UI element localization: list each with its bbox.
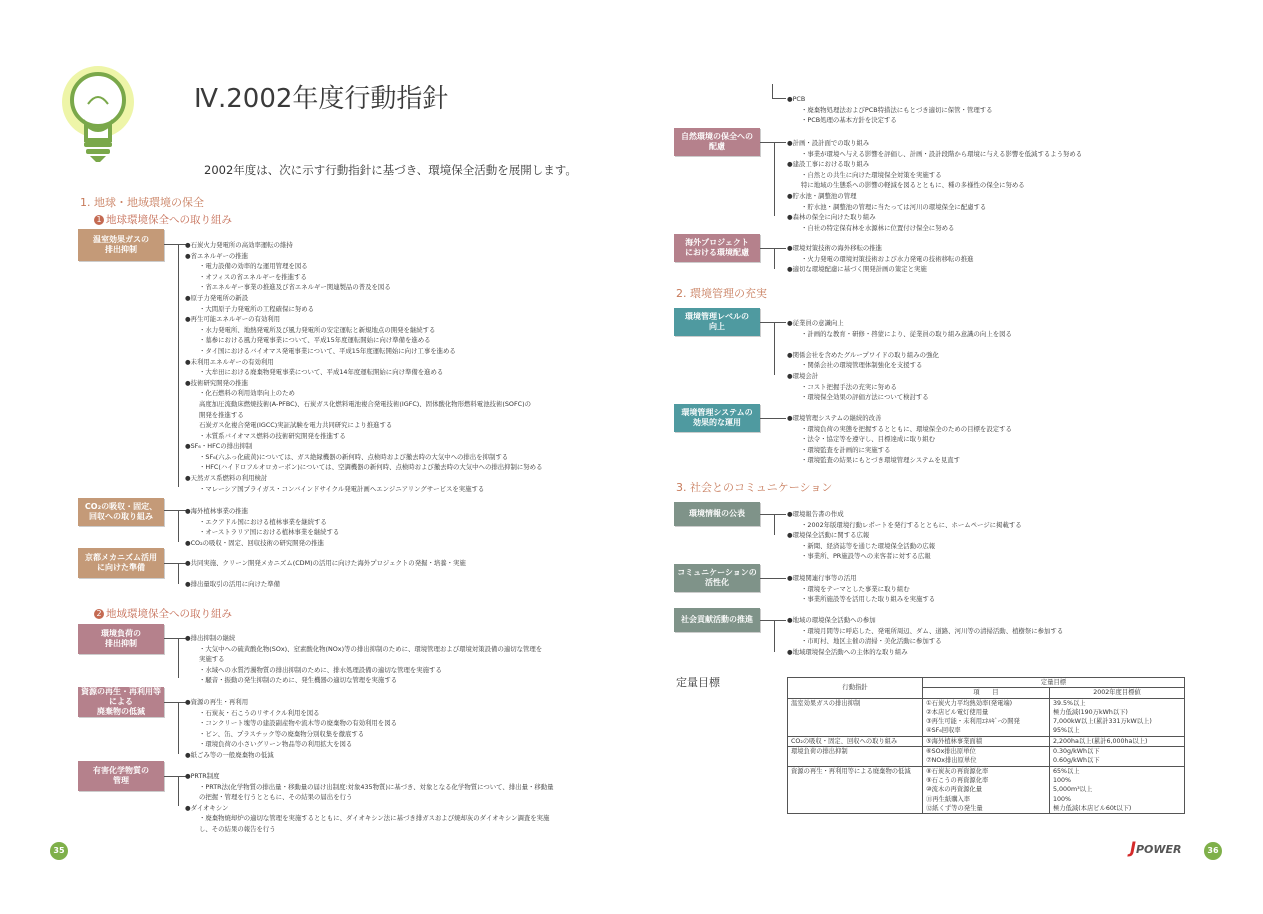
action-list-social [787,615,1063,657]
category-box-emission: 環境負荷の 排出抑制 [78,624,164,654]
cell-item: ④SF₆回収率 [926,727,961,735]
connector-line [760,418,786,419]
connector-line [774,620,775,652]
section-heading-2: 2. 環境管理の充実 [676,287,767,300]
list-item: ・計画的な教育・研修・啓蒙により、従業員の取り組み意識の向上を図る [801,329,1012,338]
connector-line [772,98,786,99]
section-heading-1: 1. 地球・地域環境の保全 [80,196,204,209]
list-item: ●適切な環境配慮に基づく開発計画の策定と実施 [787,265,927,274]
cell-values [1050,698,1185,736]
list-item: ●環境対策技術の海外移転の推進 [787,244,883,252]
list-item: ●計画・設計面での取り組み [787,139,870,147]
list-item: ●地域環境保全活動への主体的な取り組み [787,647,908,656]
cell-item: ⑪再生紙購入率 [926,795,971,803]
list-item: ●PRTR制度 [185,772,220,780]
action-list-disclosure [787,509,1022,562]
action-list-nature [787,138,1082,233]
list-item: ●資源の再生・再利用 [185,698,249,706]
list-item: ・木質系バイオマス燃料の技術研究開発を推進する [199,431,346,440]
action-list-pcb [787,94,993,126]
cell-value: 2,200ha以上(累計6,000ha以上) [1053,737,1148,745]
list-item: ・事業が環境へ与える影響を評価し、計画・設計段階から環境に与える影響を低減するよう努める [801,149,1083,158]
category-box-ems: 環境管理システムの 効果的な運用 [674,404,760,432]
list-item: ●石炭火力発電所の高効率運転の維持 [185,241,293,249]
col-header-item: 項 目 [923,688,1050,698]
list-item: ●排出量取引の活用に向けた準備 [185,580,281,589]
list-item: ・環境負荷の小さいグリーン物品等の利用拡大を図る [199,740,353,749]
action-list-kyoto [185,558,466,590]
intro-text: 2002年度は、次に示す行動指針に基づき、環境保全活動を展開します。 [204,163,577,177]
list-item: ●未利用エネルギーの有効利用 [185,357,274,366]
targets-heading: 定量目標 [676,676,720,689]
connector-line [760,322,786,323]
cell-value: 5,000m³以上 [1053,786,1093,794]
list-item [185,569,466,580]
list-item: 石炭ガス化複合発電(IGCC)実証試験を電力共同研究により推進する [199,421,393,430]
list-item: ・環境監査の結果にもとづき環境管理システムを見直す [801,456,960,465]
list-item: ・環境負荷の実態を把握するとともに、環境保全のための目標を設定する [801,424,1012,433]
category-box-ghg: 温室効果ガスの 排出抑制 [78,229,164,261]
list-item: ●再生可能エネルギーの有効利用 [185,315,281,324]
list-item: ・事業所施設等を活用した取り組みを実施する [801,595,936,604]
list-item: ●建設工事における取り組み [787,160,870,169]
list-item: ●共同実施、クリーン開発メカニズム(CDM)の活用に向けた海外プロジェクトの発掘・培養・実施 [185,559,466,567]
list-item: ・環境保全効果の評価方法について検討する [801,393,929,402]
list-item: ・水域への水質汚濁物質の排出抑制のために、排水処理設備の適切な管理を実施する [199,665,442,674]
list-item [787,339,1012,350]
cell-values [1050,736,1185,746]
list-item: ・火力発電の環境対策技術および水力発電の技術移転の推進 [801,254,974,263]
cell-value: 0.30g/kWh以下 [1053,748,1100,756]
connector-line [774,248,775,269]
category-box-communication: コミュニケーションの 活性化 [674,564,760,592]
list-item: ・廃棄物焼却炉の適切な管理を実施するとともに、ダイオキシン法に基づき排ガスおよび焼却灰のダイオキシン調査を実施 [199,814,550,823]
cell-value: 39.5%以上 [1053,699,1086,707]
subsection-label: 地域環境保全への取り組み [106,608,232,620]
list-item: ●省エネルギーの推進 [185,251,249,260]
connector-line [178,702,179,754]
list-item: し、その結果の報告を行う [199,824,276,833]
list-item: ●原子力発電所の新設 [185,293,249,302]
col-header-action: 行動指針 [788,678,923,699]
category-box-co2: CO₂の吸収・固定、 回収への取り組み [78,498,164,526]
cell-item: ⑩流木の再資源化量 [926,786,983,794]
section-heading-3: 3. 社会とのコミュニケーション [676,481,833,494]
list-item: ・環境監査を計画的に実施する [801,445,891,454]
cell-item: ②本店ビル電灯使用量 [926,708,989,716]
list-item: ●地域の環境保全活動への参加 [787,616,876,624]
logo-text: POWER [1135,843,1182,856]
list-item: ・オフィスの省エネルギーを推進する [199,272,307,281]
category-box-waste: 資源の再生・再利用等による 廃棄物の低減 [78,687,164,717]
list-item: ・騒音・振動の発生抑制のために、発生機器の適切な管理を実施する [199,676,398,685]
list-item: ・省エネルギー事業の推進及び省エネルギー関連製品の普及を図る [199,283,391,292]
action-list-co2 [185,506,339,548]
list-item: ●環境報告書の作成 [787,510,844,518]
list-item: ●海外植林事業の推進 [185,507,249,515]
action-list-ghg [185,240,542,494]
list-item: ●環境関連行事等の活用 [787,574,857,582]
category-box-kyoto: 京都メカニズム活用 に向けた準備 [78,548,164,578]
list-item: ●環境管理システムの継続的改善 [787,414,882,422]
table-row [788,736,1185,746]
table-header-row [788,678,1185,688]
list-item: 実施する [199,655,225,664]
connector-line [772,84,773,98]
connector-line [178,563,179,584]
page-number: 36 [1204,842,1222,860]
cell-items [923,736,1050,746]
subsection-heading-1 [94,212,232,227]
action-list-waste [185,697,397,761]
list-item: ・コンクリート塊等の建設副産物や流木等の廃棄物の有効利用を図る [199,719,397,728]
targets-table [787,677,1185,814]
list-item: ・2002年版環境行動レポートを発行するとともに、ホームページに掲載する [801,520,1022,529]
list-item: ●森林の保全に向けた取り組み [787,213,876,222]
cell-action: 資源の再生・再利用等による廃棄物の低減 [788,766,923,813]
list-item: ・SF₆(六ふっ化硫黄)については、ガス絶縁機器の新何時、点検時および撤去時の大気中への排出を抑制する [199,452,509,461]
cell-value: 100% [1053,795,1072,803]
category-box-social: 社会貢献活動の推進 [674,608,760,632]
list-item: ・新聞、経済誌等を通じた環境保全活動の広報 [801,541,936,550]
page-number: 35 [50,842,68,860]
cell-action: 温室効果ガスの排出抑制 [788,698,923,736]
list-item: ・大牟田における廃棄物発電事業について、平成14年度運転開始に向け準備を進める [199,368,444,377]
cell-item: ⑧石炭灰の再資源化率 [926,767,989,775]
list-item: ・関係会社の環境管理体制強化を支援する [801,361,923,370]
cell-values [1050,766,1185,813]
subsection-heading-2 [94,606,232,621]
list-item: ・環境をテーマとした事業に取り組む [801,584,910,593]
cell-item: ①石炭火力平均熱効率(発電端) [926,699,1013,707]
list-item: ・オーストラリア国における植林事業を継続する [199,528,340,537]
list-item: ・貯水池・調整池の管理に当たっては河川の環境保全に配慮する [801,202,987,211]
cell-values [1050,747,1185,767]
list-item: 開発を推進する [199,410,244,419]
action-list-ems [787,413,1012,466]
cell-value: 95%以上 [1053,727,1080,735]
list-item: 特に地域の生態系への影響の軽減を図るとともに、種の多様性の保全に努める [801,181,1025,190]
cell-action: CO₂の吸収・固定、回収への取り組み [788,736,923,746]
cell-value: 極力低減(本店ビル60t以下) [1053,804,1132,812]
list-item: ・廃棄物処理法およびPCB特措法にもとづき適切に保管・管理する [801,105,993,114]
action-list-chemicals [185,771,554,835]
list-item: ●排出抑制の継続 [185,634,236,642]
list-item: ・大気中への硫黄酸化物(SOx)、窒素酸化物(NOx)等の排出抑制のために、環境管理および環境対策設備の適切な管理を [199,644,543,653]
connector-line [774,322,775,375]
list-item: ・環境月間等に呼応した、発電所周辺、ダム、道路、河川等の清掃活動、植樹祭に参加する [801,626,1064,635]
list-item: ・PCB処理の基本方針を決定する [801,116,897,125]
cell-value: 100% [1053,776,1072,784]
category-box-nature: 自然環境の保全への 配慮 [674,128,760,156]
list-item: ●天然ガス系燃料の利用検討 [185,474,268,483]
list-item: ●紙ごみ等の一般廃棄物の低減 [185,750,274,759]
list-item: ・HFC(ハイドロフルオロカーボン)については、空調機器の新何時、点検時および撤去時の大気中への排出抑制に努める [199,463,543,472]
connector-line [178,244,179,487]
list-item: ●ダイオキシン [185,803,229,812]
table-row [788,747,1185,767]
subsection-label: 地球環境保全への取り組み [106,214,232,226]
list-item: ・法令・協定等を遵守し、目標達成に取り組む [801,435,936,444]
col-header-value: 2002年度目標値 [1050,688,1185,698]
list-item: ・エクアドル国における植林事業を継続する [199,517,327,526]
cell-items [923,698,1050,736]
cell-item: ③再生可能・未利用ｴﾈﾙｷﾞｰの開発 [926,718,1020,726]
category-box-chemicals: 有害化学物質の 管理 [78,761,164,791]
action-list-overseas [787,243,974,275]
table-row [788,766,1185,813]
cell-value: 極力低減(190万kWh以下) [1053,708,1128,716]
cell-item: ⑨石こうの再資源化率 [926,776,989,784]
list-item: ・ビン、缶、プラスチック等の廃棄物分別収集を徹底する [199,729,365,738]
connector-line [774,142,775,216]
cell-value: 7,000kW以上(累計331万kW以上) [1053,718,1152,726]
list-item: ・墓参における風力発電事業について、平成15年度運転開始に向け準備を進める [199,336,431,345]
cell-value: 0.60g/kWh以下 [1053,757,1100,765]
connector-line [760,620,786,621]
cell-items [923,766,1050,813]
list-item: ・PRTR法(化学物質の排出量・移動量の届け出制度:対象435物質)に基づき、対象となる化学物質について、排出量・移動量 [199,782,554,791]
connector-line [760,142,786,143]
cell-item: ⑤海外植林事業面積 [926,737,983,745]
list-item: ・自然との共生に向けた環境保全対策を実施する [801,170,942,179]
action-list-communication [787,573,935,605]
list-item: ●技術研究開発の推進 [185,378,249,387]
list-item: ・マレーシア国プライガス・コンバインドサイクル発電計画へエンジニアリングサービスを実施する [199,484,485,493]
col-header-target: 定量目標 [923,678,1185,688]
connector-line [760,248,786,249]
list-item: ・事業所、PR施設等への来客者に対する広報 [801,552,931,561]
connector-line [760,514,786,515]
connector-line [178,510,179,542]
list-item: 高度加圧流動床燃焼技術(A-PFBC)、石炭ガス化燃料電池複合発電技術(IGFC)、固体酸化物形燃料電池技術(SOFC)の [199,399,531,408]
number-badge: 1 [94,215,104,225]
cell-item: ⑥SOx排出原単位 [926,748,976,756]
cell-value: 65%以上 [1053,767,1080,775]
cell-item: ⑫紙くず等の発生量 [926,804,983,812]
cell-action: 環境負荷の排出抑制 [788,747,923,767]
list-item: ・水力発電所、地熱発電所及び風力発電所の安定運転と新規地点の開発を継続する [199,325,436,334]
connector-line [760,578,786,579]
list-item: ●SF₆・HFCの排出抑制 [185,442,253,451]
list-item: ●PCB [787,95,806,103]
list-item: ●貯水池・調整池の管理 [787,191,857,200]
list-item: ●環境保全活動に関する広報 [787,531,870,540]
list-item: ・タイ国におけるバイオマス発電事業について、平成15年度運転開始に向け工事を進める [199,346,456,355]
jpower-logo: JPOWER [1130,838,1182,857]
list-item: ・石炭灰・石こうのリサイクル利用を図る [199,708,320,717]
cell-item: ⑦NOx排出原単位 [926,757,977,765]
connector-line [178,638,179,678]
lightbulb-icon [58,60,142,164]
list-item: ・市町村、地区主催の清掃・美化活動に参加する [801,637,942,646]
list-item: ●CO₂の吸収・固定、回収技術の研究開発の推進 [185,538,325,547]
action-list-emission [185,633,542,686]
connector-line [774,514,775,535]
list-item: ・大間原子力発電所の工程確保に努める [199,304,315,313]
list-item: ・コスト把握手法の充実に努める [801,382,897,391]
category-box-disclosure: 環境情報の公表 [674,502,760,526]
category-box-mgmt-level: 環境管理レベルの 向上 [674,308,760,336]
list-item: の把握・管理を行うとともに、その結果の届出を行う [199,793,353,802]
list-item: ・化石燃料の利用効率向上のため [199,389,295,398]
table-row [788,698,1185,736]
cell-items [923,747,1050,767]
page-title: Ⅳ.2002年度行動指針 [194,84,449,114]
action-list-mgmt-level [787,318,1012,403]
targets-table-body [788,698,1185,814]
list-item: ●関係会社を含めたグループワイドの取り組みの強化 [787,350,939,359]
list-item: ●従業員の意識向上 [787,319,844,327]
connector-line [178,776,179,806]
list-item: ・自社の特定保有林を水源林に位置付け保全に努める [801,223,955,232]
category-box-overseas: 海外プロジェクト における環境配慮 [674,234,760,262]
list-item: ●環境会計 [787,371,819,380]
list-item: ・電力設備の効率的な運用管理を図る [199,262,308,271]
number-badge: 2 [94,609,104,619]
